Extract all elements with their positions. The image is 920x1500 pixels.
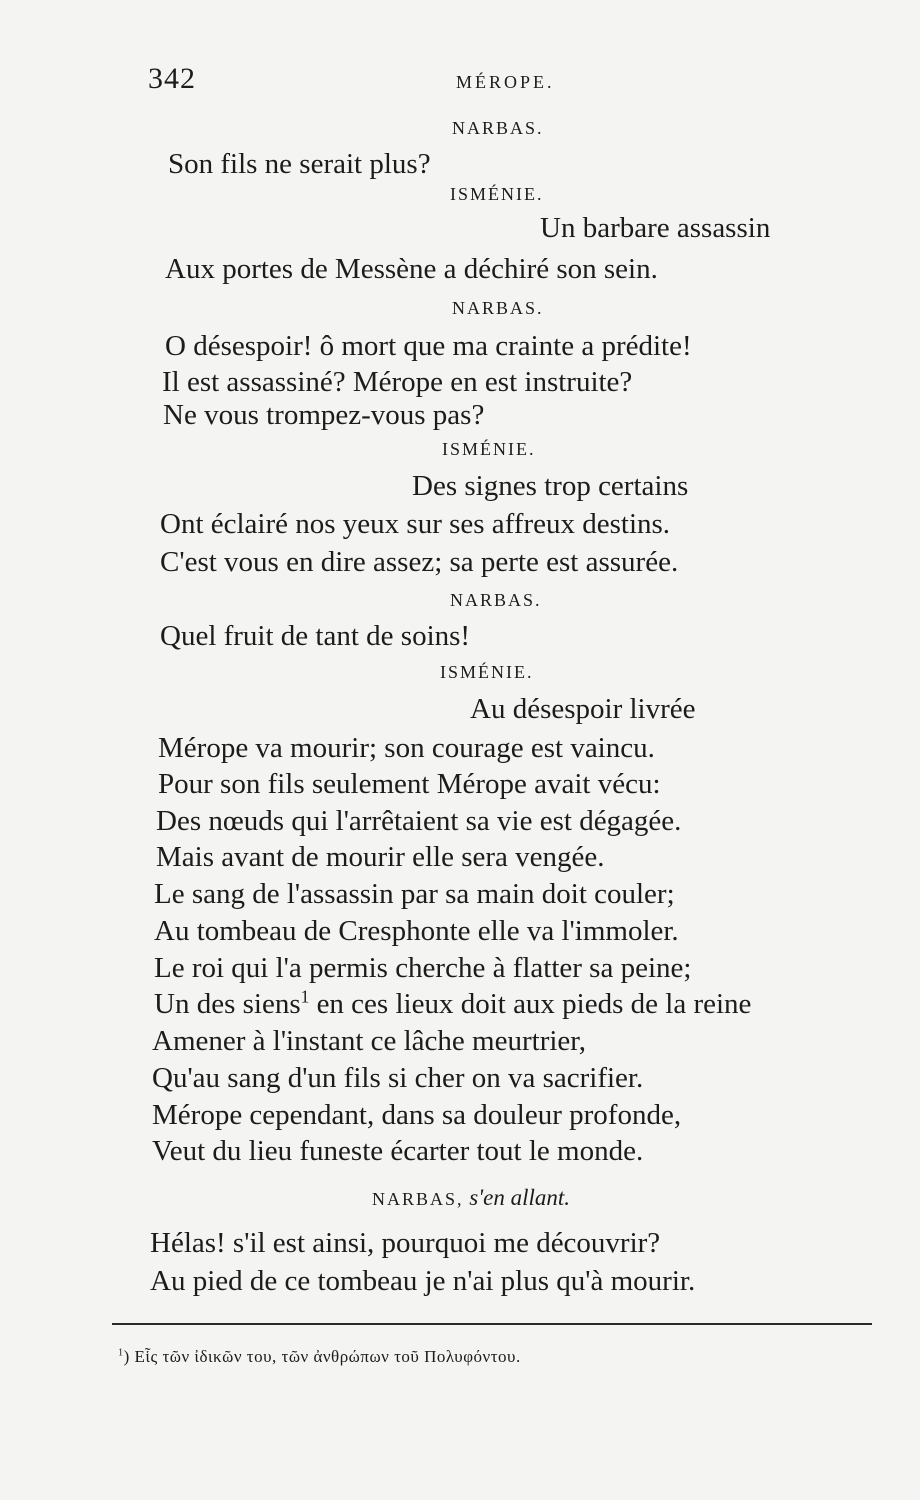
footnote bbox=[118, 1347, 521, 1367]
verse-line: Veut du lieu funeste écarter tout le monde. bbox=[152, 1135, 644, 1167]
verse-line: Son fils ne serait plus? bbox=[168, 148, 431, 180]
verse-line: Amener à l'instant ce lâche meurtrier, bbox=[152, 1025, 587, 1057]
footnote-text: ) Εἷς τῶν ἰδικῶν του, τῶν ἀνθρώπων τοῦ Πολυφόντου. bbox=[123, 1347, 521, 1366]
verse-line: Au désespoir livrée bbox=[470, 693, 696, 725]
verse-line: C'est vous en dire assez; sa perte est assurée. bbox=[160, 546, 679, 578]
page-number: 342 bbox=[148, 62, 196, 95]
verse-line: Mérope cependant, dans sa douleur profonde, bbox=[152, 1099, 682, 1131]
verse-line: Il est assassiné? Mérope en est instruite? bbox=[162, 366, 633, 398]
verse-line: Mérope va mourir; son courage est vaincu. bbox=[158, 732, 655, 764]
speaker-name: ISMÉNIE. bbox=[442, 439, 536, 459]
footnote-marker: 1 bbox=[118, 1347, 124, 1359]
verse-line: Pour son fils seulement Mérope avait vécu: bbox=[158, 768, 661, 800]
verse-line: Le sang de l'assassin par sa main doit couler; bbox=[154, 878, 675, 910]
verse-text: Un des siens bbox=[154, 988, 301, 1020]
verse-line-with-note bbox=[154, 987, 751, 1021]
verse-line: Mais avant de mourir elle sera vengée. bbox=[156, 841, 605, 873]
verse-line: Des signes trop certains bbox=[412, 470, 689, 502]
verse-line: Un barbare assassin bbox=[540, 212, 771, 244]
verse-line: Ont éclairé nos yeux sur ses affreux destins. bbox=[160, 508, 671, 540]
verse-line: Ne vous trompez-vous pas? bbox=[163, 399, 485, 431]
verse-line: Hélas! s'il est ainsi, pourquoi me découvrir? bbox=[150, 1227, 661, 1259]
verse-line: Des nœuds qui l'arrêtaient sa vie est dégagée. bbox=[156, 805, 682, 837]
speaker-name: ISMÉNIE. bbox=[450, 184, 544, 204]
speaker-name: NARBAS. bbox=[450, 590, 542, 610]
stage-direction: s'en allant. bbox=[463, 1185, 571, 1210]
footnote-rule bbox=[112, 1323, 872, 1325]
speaker-name bbox=[372, 1186, 570, 1211]
speaker-name: ISMÉNIE. bbox=[440, 662, 534, 682]
verse-line: Au tombeau de Cresphonte elle va l'immoler. bbox=[154, 915, 679, 947]
speaker-label: NARBAS, bbox=[372, 1189, 464, 1209]
verse-line: Le roi qui l'a permis cherche à flatter sa peine; bbox=[154, 952, 692, 984]
verse-line: Au pied de ce tombeau je n'ai plus qu'à mourir. bbox=[150, 1265, 696, 1297]
verse-text: en ces lieux doit aux pieds de la reine bbox=[309, 988, 752, 1020]
footnote-reference: 1 bbox=[300, 986, 310, 1007]
speaker-name: NARBAS. bbox=[452, 118, 544, 138]
speaker-name: NARBAS. bbox=[452, 298, 544, 318]
page-header bbox=[148, 62, 788, 102]
verse-line: O désespoir! ô mort que ma crainte a prédite! bbox=[165, 330, 692, 362]
verse-line: Quel fruit de tant de soins! bbox=[160, 620, 471, 652]
verse-line: Qu'au sang d'un fils si cher on va sacrifier. bbox=[152, 1062, 644, 1094]
running-title: MÉROPE. bbox=[456, 72, 555, 92]
verse-line: Aux portes de Messène a déchiré son sein. bbox=[165, 253, 658, 285]
